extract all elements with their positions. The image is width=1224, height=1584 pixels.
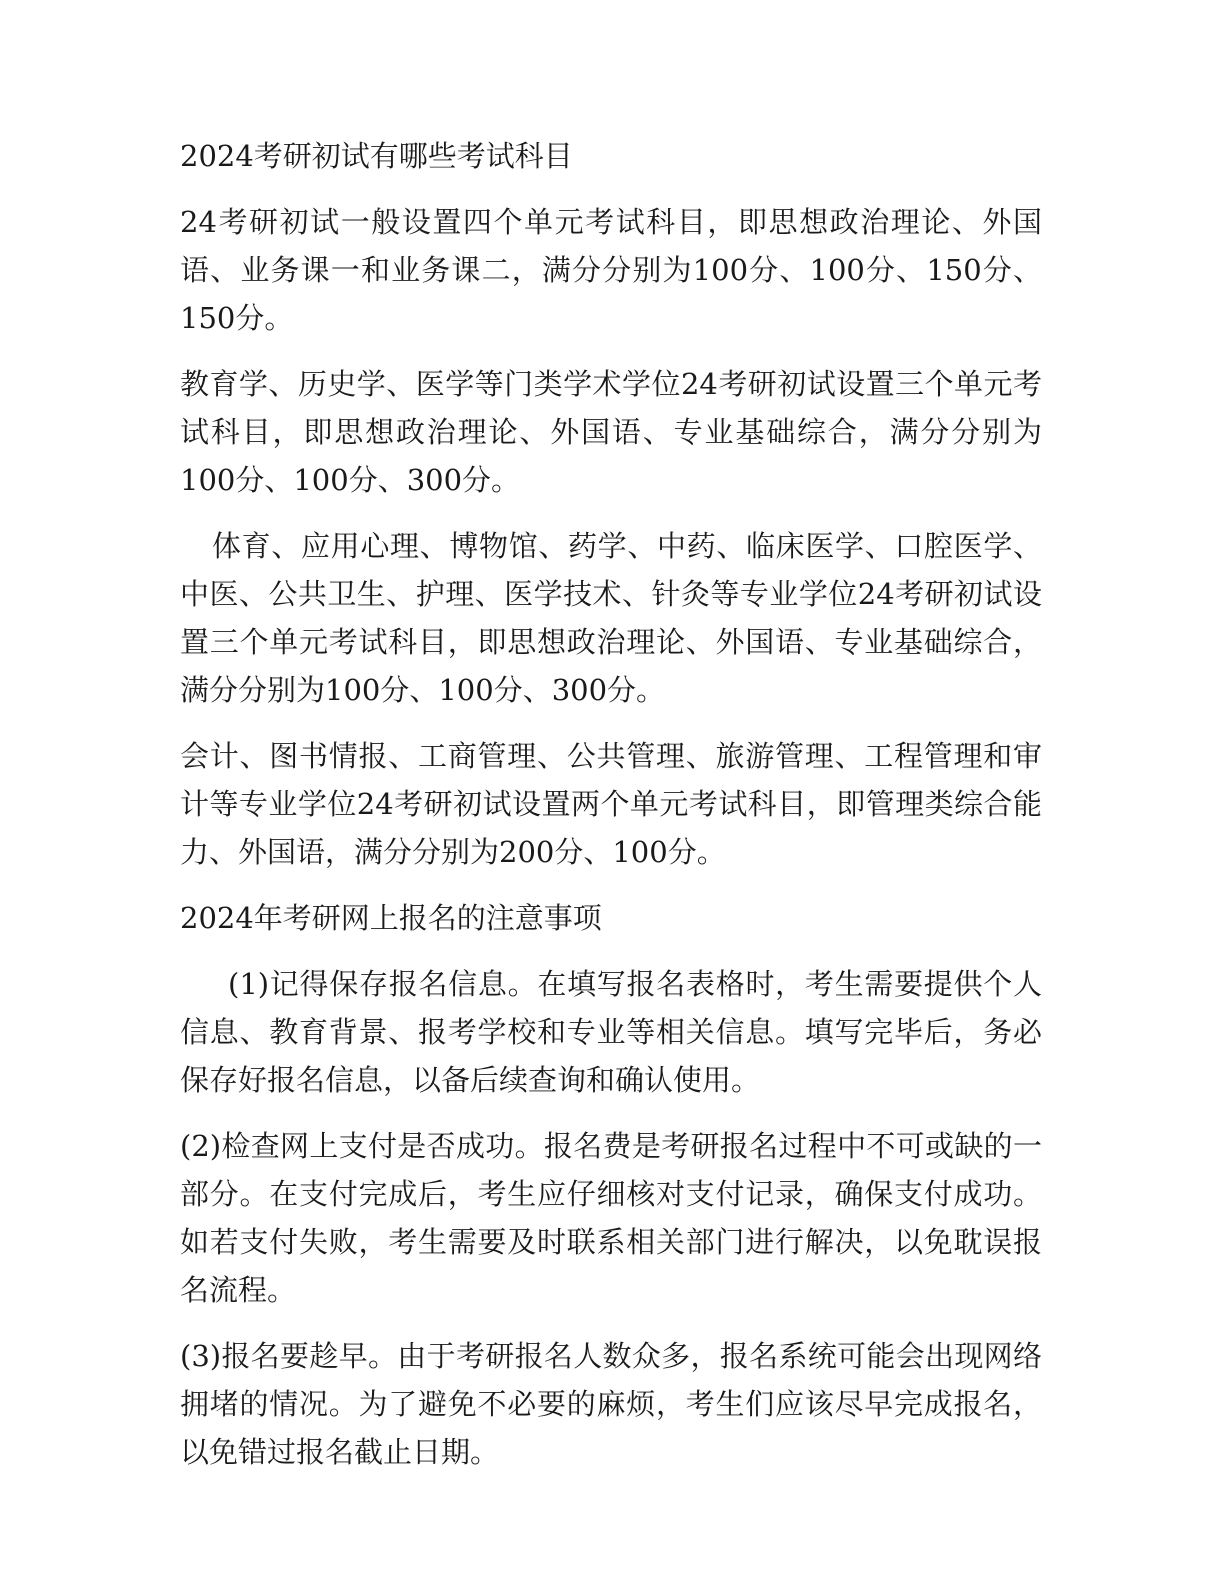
section-heading-exam-subjects: 2024考研初试有哪些考试科目 xyxy=(180,139,573,173)
paragraph-academic-degree-subjects: 教育学、历史学、医学等门类学术学位24考研初试设置三个单元考试科目，即思想政治理论、外国语、专业基础综合，满分分别为100分、100分、300分。 xyxy=(180,367,1042,497)
paragraph-general-subjects: 24考研初试一般设置四个单元考试科目，即思想政治理论、外国语、业务课一和业务课二，满分分别为100分、100分、150分、150分。 xyxy=(180,205,1042,335)
note-item-check-payment: (2)检查网上支付是否成功。报名费是考研报名过程中不可或缺的一部分。在支付完成后，考生应仔细核对支付记录，确保支付成功。如若支付失败，考生需要及时联系相关部门进行解决，以免耽误报名流程。 xyxy=(180,1129,1042,1307)
section-heading-registration-notes: 2024年考研网上报名的注意事项 xyxy=(180,901,602,935)
paragraph-professional-degree-three-subjects: 体育、应用心理、博物馆、药学、中药、临床医学、口腔医学、中医、公共卫生、护理、医学技术、针灸等专业学位24考研初试设置三个单元考试科目，即思想政治理论、外国语、专业基础综合，满分分别为100分、100分、300分。 xyxy=(180,529,1042,707)
note-item-register-early: (3)报名要趁早。由于考研报名人数众多，报名系统可能会出现网络拥堵的情况。为了避免不必要的麻烦，考生们应该尽早完成报名，以免错过报名截止日期。 xyxy=(180,1339,1042,1469)
document-body xyxy=(180,132,1042,1494)
note-item-save-info: (1)记得保存报名信息。在填写报名表格时，考生需要提供个人信息、教育背景、报考学校和专业等相关信息。填写完毕后，务必保存好报名信息，以备后续查询和确认使用。 xyxy=(180,967,1042,1097)
paragraph-professional-degree-two-subjects: 会计、图书情报、工商管理、公共管理、旅游管理、工程管理和审计等专业学位24考研初试设置两个单元考试科目，即管理类综合能力、外国语，满分分别为200分、100分。 xyxy=(180,739,1042,869)
